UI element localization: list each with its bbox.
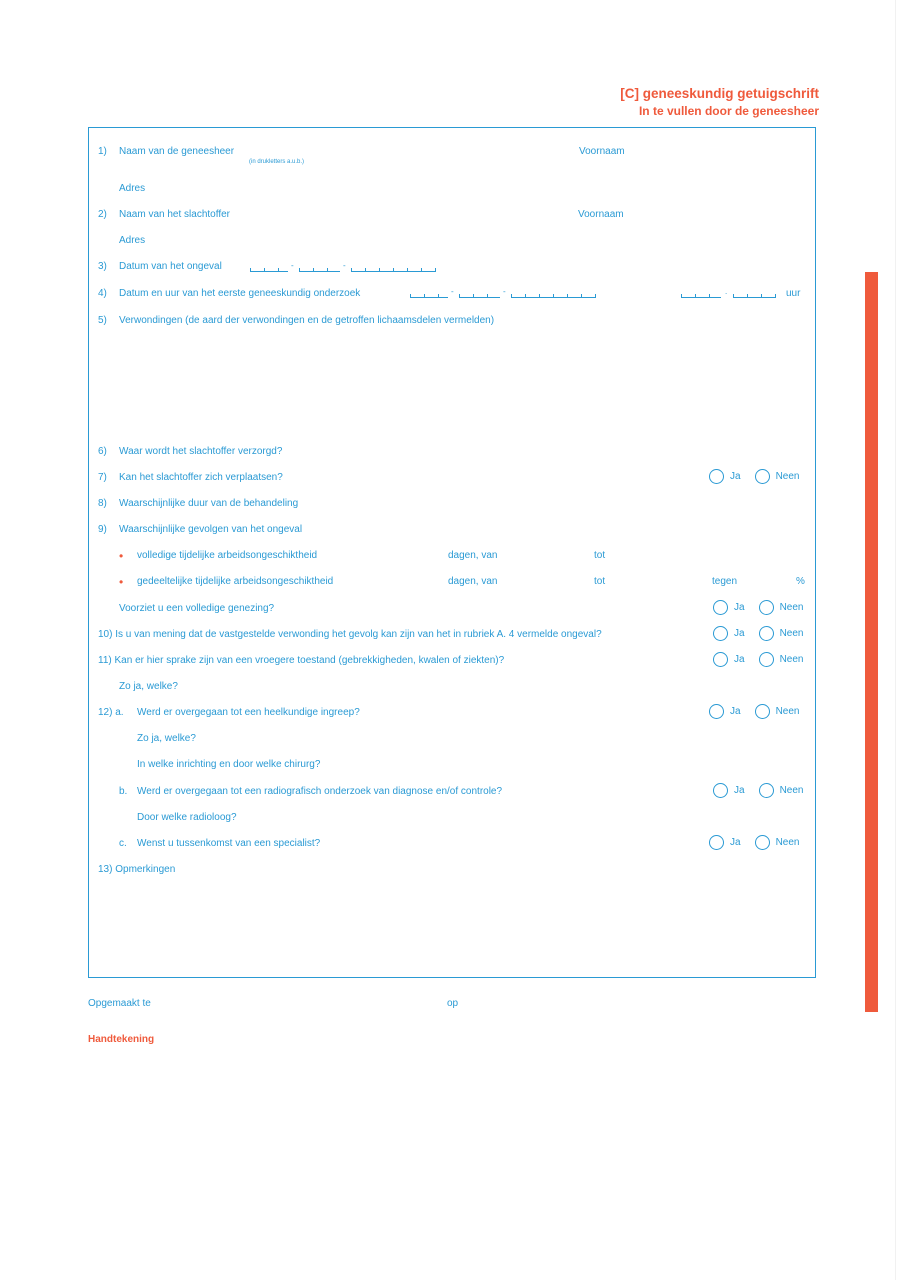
q1-note: (in drukletters a.u.b.) <box>249 159 305 165</box>
page-edge <box>895 0 896 1280</box>
q11-no-label: Neen <box>779 654 804 665</box>
q9-yes-label: Ja <box>734 602 745 613</box>
q12-a-yes-label: Ja <box>730 706 741 717</box>
q9-bullet-1: • <box>119 549 124 563</box>
q6-row <box>98 446 282 457</box>
q10-no-label: Neen <box>779 628 804 639</box>
q11-number: 11) <box>98 655 112 666</box>
q1-row <box>98 146 234 157</box>
q12-row <box>98 707 124 718</box>
q12-b-no-label: Neen <box>779 785 804 796</box>
q12-c-letter: c. <box>119 838 127 849</box>
q9-item1-label: volledige tijdelijke arbeidsongeschiktheid <box>137 550 318 561</box>
q4-row <box>98 288 360 299</box>
q9-bullet-2: • <box>119 575 124 589</box>
q12-b-who-label: Door welke radioloog? <box>137 812 237 823</box>
q9-number: 9) <box>98 524 107 535</box>
q12-number: 12) <box>98 707 113 718</box>
q10-yes-label: Ja <box>734 628 745 639</box>
q10-row <box>98 629 602 640</box>
q3-row <box>98 261 222 272</box>
q9-yes-radio[interactable] <box>713 600 728 615</box>
q2-label: Naam van het slachtoffer <box>119 209 230 220</box>
q4-time-field[interactable]: . <box>681 292 783 298</box>
q6-label: Waar wordt het slachtoffer verzorgd? <box>119 446 283 457</box>
form-subtitle: In te vullen door de geneesheer <box>638 104 819 118</box>
signature-label: Handtekening <box>88 1034 155 1045</box>
q1-firstname-label: Voornaam <box>579 146 625 157</box>
q11-no-radio[interactable] <box>759 652 774 667</box>
q12-c-yes-radio[interactable] <box>709 835 724 850</box>
q12-a-which-label: Zo ja, welke? <box>137 733 196 744</box>
made-at-label: Opgemaakt te <box>88 998 151 1009</box>
q11-yes-radio[interactable] <box>713 652 728 667</box>
q12-a-label: Werd er overgegaan tot een heelkundige ingreep? <box>137 707 360 718</box>
q7-row <box>98 472 283 483</box>
q12-b-letter: b. <box>119 786 128 797</box>
q10-no-radio[interactable] <box>759 626 774 641</box>
q10-number: 10) <box>98 629 113 640</box>
q9-item2-percent-label: % <box>796 576 805 587</box>
q4-time-unit: uur <box>786 288 801 299</box>
q12-b-label: Werd er overgegaan tot een radiografisch onderzoek van diagnose en/of controle? <box>137 786 503 797</box>
q12-b-yes-radio[interactable] <box>713 783 728 798</box>
q12-c-no-label: Neen <box>775 837 800 848</box>
q11-yes-label: Ja <box>734 654 745 665</box>
q11-label: Kan er hier sprake zijn van een vroegere toestand (gebrekkigheden, kwalen of ziekten)? <box>114 655 505 666</box>
q9-item1-to-label: tot <box>594 550 606 561</box>
q10-options <box>713 626 803 641</box>
q12-c-yes-label: Ja <box>730 837 741 848</box>
q9-no-radio[interactable] <box>759 600 774 615</box>
q9-item2-against-label: tegen <box>712 576 738 587</box>
q7-no-radio[interactable] <box>755 469 770 484</box>
q2-number: 2) <box>98 209 107 220</box>
q2-row <box>98 209 230 220</box>
q12-c-options <box>709 835 799 850</box>
q12-b-no-radio[interactable] <box>759 783 774 798</box>
q10-label: Is u van mening dat de vastgestelde verwonding het gevolg kan zijn van het in rubriek A. 4 vermelde ongeval? <box>115 629 602 640</box>
q12-c-label: Wenst u tussenkomst van een specialist? <box>137 838 321 849</box>
q2-firstname-label: Voornaam <box>578 209 624 220</box>
q12-b-options <box>713 783 803 798</box>
q8-row <box>98 498 298 509</box>
q3-date-field[interactable]: - - <box>250 266 445 272</box>
q2-address-label: Adres <box>119 235 146 246</box>
q13-row <box>98 864 175 875</box>
q12-a-yes-radio[interactable] <box>709 704 724 719</box>
q9-item2-days-label: dagen, van <box>448 576 498 587</box>
q8-number: 8) <box>98 498 107 509</box>
q5-number: 5) <box>98 315 107 326</box>
q3-label: Datum van het ongeval <box>119 261 222 272</box>
q5-label: Verwondingen (de aard der verwondingen en de getroffen lichaamsdelen vermelden) <box>119 315 495 326</box>
q12-c-no-radio[interactable] <box>755 835 770 850</box>
q8-label: Waarschijnlijke duur van de behandeling <box>119 498 299 509</box>
q1-number: 1) <box>98 146 107 157</box>
q13-label: Opmerkingen <box>115 864 176 875</box>
q11-which-label: Zo ja, welke? <box>119 681 178 692</box>
q9-item2-to-label: tot <box>594 576 606 587</box>
q3-number: 3) <box>98 261 107 272</box>
q4-date-field[interactable]: - - <box>410 292 605 298</box>
q9-item2-label: gedeeltelijke tijdelijke arbeidsongeschiktheid <box>137 576 334 587</box>
q11-row <box>98 655 504 666</box>
q6-number: 6) <box>98 446 107 457</box>
q4-label: Datum en uur van het eerste geneeskundig onderzoek <box>119 288 361 299</box>
q1-address-label: Adres <box>119 183 146 194</box>
q9-recovery-label: Voorziet u een volledige genezing? <box>119 603 275 614</box>
q9-label: Waarschijnlijke gevolgen van het ongeval <box>119 524 303 535</box>
q12-a-where-label: In welke inrichting en door welke chirurg? <box>137 759 321 770</box>
q12-a-options <box>709 704 799 719</box>
q4-number: 4) <box>98 288 107 299</box>
q10-yes-radio[interactable] <box>713 626 728 641</box>
q1-label: Naam van de geneesheer <box>119 146 235 157</box>
q9-no-label: Neen <box>779 602 804 613</box>
q13-number: 13) <box>98 864 113 875</box>
q7-label: Kan het slachtoffer zich verplaatsen? <box>119 472 283 483</box>
q5-row <box>98 315 494 326</box>
q7-number: 7) <box>98 472 107 483</box>
q12-a-no-label: Neen <box>775 706 800 717</box>
q11-options <box>713 652 803 667</box>
q12-b-yes-label: Ja <box>734 785 745 796</box>
q7-yes-label: Ja <box>730 471 741 482</box>
q12-a-letter: a. <box>115 707 124 718</box>
q7-options <box>709 469 799 484</box>
form-title: [C] geneeskundig getuigschrift <box>620 86 819 101</box>
q7-yes-radio[interactable] <box>709 469 724 484</box>
q9-item1-days-label: dagen, van <box>448 550 498 561</box>
side-accent-bar <box>865 272 878 1012</box>
q9-row <box>98 524 302 535</box>
q9-recovery-options <box>713 600 803 615</box>
made-on-label: op <box>447 998 459 1009</box>
q7-no-label: Neen <box>775 471 800 482</box>
q12-a-no-radio[interactable] <box>755 704 770 719</box>
